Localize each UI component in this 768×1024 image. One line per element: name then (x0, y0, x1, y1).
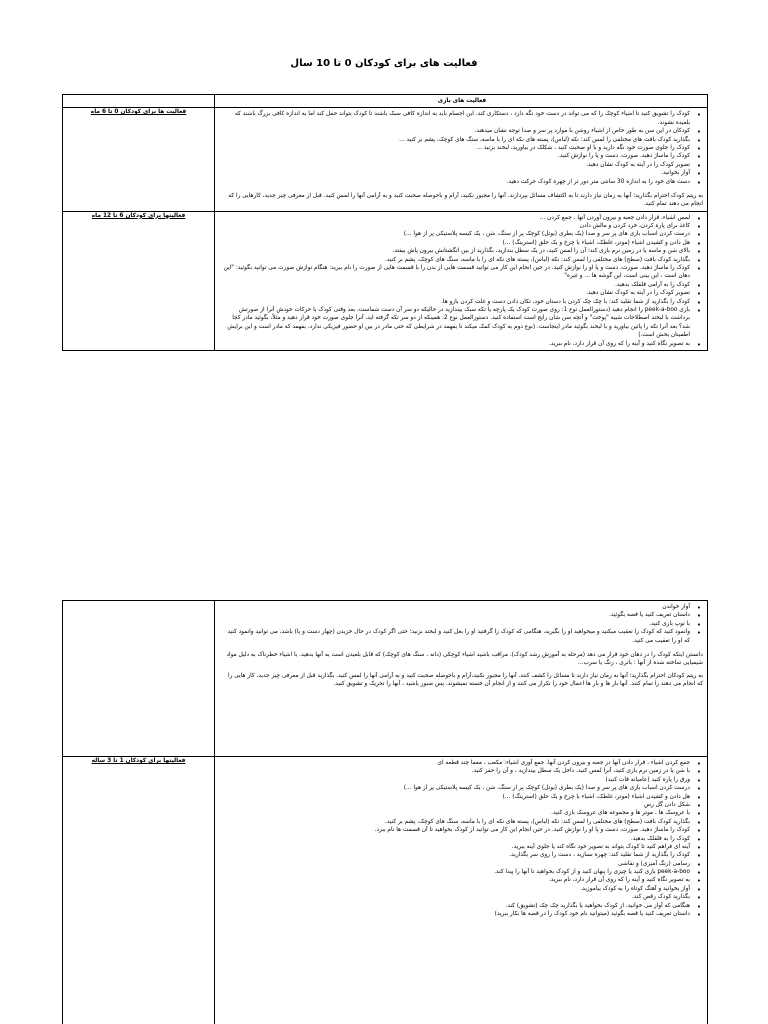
list-item: • به تصویر نگاه کنید و آینه را که روی آن قرار دارد، نام ببرید. (221, 340, 703, 348)
list-item: • هل دادن و کشیدن اشیاء (موتر، غلطک، اشیاء با چرخ و یک حلق (استرینگ) ...) (221, 793, 703, 801)
table-row (63, 108, 708, 211)
list-item: • peek-a-boo بازی کنید یا چیزی را پنهان کنید و از کودک بخواهید تا آنها را پیدا کند. (221, 868, 703, 876)
list-item: • بگذارید کودک رقص کند. (221, 893, 703, 901)
list-item: • با توپ بازی کنید. (221, 620, 703, 628)
list-item: • با عروسک ها ، موتر ها و مجموعه های عروسک بازی کنید. (221, 809, 703, 817)
list-item: • رسامی (رنگ آمیزی) و نقاشی (221, 860, 703, 868)
activities-cell (215, 108, 708, 211)
activities-cell (215, 211, 708, 350)
age-label: فعالیتها برای کودکان 6 تا 12 ماه (63, 211, 215, 350)
note-paragraph: به ریتم کودکان احترام بگذارید؛ آنها به زمان نیاز دارند تا مسائل را کشف کنند. آنها را مجبور نکنید،آرام و باحوصله صحبت کنید و به آرامی آنها را لمس کنید. بگذارید قبل از معرفی چیز جدید، کار هایی را که انجام می دهند را تمام کنند. آنها بار ها و بار ها اعمال خود را تکرار می کنند و از انجام آن خسته نمیشوند، پس صبور باشید ، آنها را تحریک و تشویق کنید. (227, 672, 703, 688)
list-item: • آینه ای فراهم کنید تا کودک بتواند به تصویر خود نگاه کند یا جلوی آینه ببرید. (221, 843, 703, 851)
list-item: • کودک را به قلقلک بدهید. (221, 835, 703, 843)
table-header-row (63, 95, 708, 108)
list-item: • کاغذ برای پاره کردن، خرد کردن و مالش دادن (221, 222, 703, 230)
list-item: • بگذارید کودک بافت (سطح) های مختلفی را لمس کند: نکه (لباس)، پسته های نکه ای را با ماسه، سنگ های کوچک، پشم بر کنید. (221, 818, 703, 826)
list-item: • کودک را بگذارید از شما تقلید کند: چهره بسازید ، دست را روی سر بگذارید. (221, 851, 703, 859)
list-item: • کودک را ماساژ دهید. صورت، دست و پا او را نوازش کنید. در حین انجام این کار می توانید قسمت هایی از بدن را با قسمت هایی از صورت را نام ببرید: هنگام نوازش صورت می توانید بگوئید: "این دهان است ، این بینی است، این گوشه ها ... و غیره" (221, 264, 703, 281)
activities-table-2 (62, 600, 708, 1024)
list-item: • دست های خود را به اندازه 30 سانتی متر دور تر از چهره کودک حرکت دهید. (221, 178, 703, 186)
list-item: • شکل دادن گل رس (221, 801, 703, 809)
activity-list (221, 214, 703, 348)
list-item: • به تصویر نگاه کنید و آینه را که روی آن قرار دارد، نام ببرید. (221, 876, 703, 884)
list-item: • هل دادن و کشیدن اشیاء (موتر، غلطک، اشیاء با چرخ و یک حلق (استرینگ) ...) (221, 239, 703, 247)
list-item: • کودک را ماساژ دهید. صورت، دست و پا او را نوازش کنید. در حین انجام این کار می توانید از کودک بخواهید تا آن قسمت ها نام ببرد. (221, 826, 703, 834)
header-empty-cell (63, 95, 215, 108)
list-item: • درست کردن اسباب بازی های پر سر و صدا (یک بطری (بوتل) کوچک پر از سنگ، شن ، یک کیسه پلاستیکی پر از هوا ...) (221, 784, 703, 792)
list-item: • بازی peek-a-boo را انجام دهید (دستورالعمل نوع 1: روی صورت کودک یک پارچه یا تکه سبک بیندازید در حالیکه دو سر آن دست شماست، بعد وقتی کودک با حرکات خودش آنرا از صورتش برداشت با لبخند اصطلاحات شبیه "پوخت" و آنچه سن شان رایج است استفاده کنید. دستورالعمل نوع 2: همینکه از دو سر تکه گرفته اید، آنرا جلوی صورت خود قرار دهید و مثلاً، بگوئید مادر کجا شد؟ بعد آنرا تکه را پائین بیاورید و با لبخند بگوئید مادر اینجاست. (نوع دوم به کودک کمک میکند تا بفهمد در شرایطی که حتی مادر در بین او حضور فیزیکی ندارد، بفهمد که مادر است و این برایش اطمینان بخش است.) (221, 306, 703, 340)
age-label: فعالیتها برای کودکان 1 تا 3 ساله (63, 757, 215, 1024)
activities-cell (215, 601, 708, 757)
list-item: • آواز بخوانید. (221, 169, 703, 177)
note-paragraph: به ریتم کودک احترام بگذارید؛ آنها به زمان نیاز دارند تا به اکتشاف مسائل بپردازند. آنها را مجبور نکنید، آرام و باحوصله صحبت کنید و به آرامی آنها را لمس کنید. قبل از معرفی چیز جدید، کارهایی را که انجام می دهند تمام کنید. (228, 192, 703, 208)
activity-list (221, 110, 703, 186)
table-row (63, 211, 708, 350)
list-item: • کودک را ماساژ دهید. صورت، دست و پا را نوازش کنید. (221, 152, 703, 160)
list-item: • درست کردن اسباب بازی های پر سر و صدا (یک بطری (بوتل) کوچک پر از سنگ، شن ، یک کیسه پلاستیکی پر از هوا ...) (221, 230, 703, 238)
list-item: • کودک را جلوی صورت خود نگه دارید و با او صحبت کنید ، شکلک در بیاورید، لبخند بزنید ... (221, 144, 703, 152)
note-block (221, 192, 703, 209)
activities-table-1 (62, 94, 708, 351)
page-title: فعالیت های برای کودکان 0 تا 10 سال (290, 58, 478, 69)
list-item: • جمع کردن اشیاء ، قرار دادن آنها در جعبه و بیرون کردن آنها. جمع آوری اشیاء: مکعب ، معما چند قطعه ای (221, 759, 703, 767)
activity-list (221, 603, 703, 645)
list-item: • کودکان در این سن به طور خاص از اشیاء روشن با موارد پر سر و صدا توجه نشان میدهند. (221, 127, 703, 135)
list-item: • ورق را پاره کنید (عامیانه قات کنید) (221, 776, 703, 784)
list-item: • داستان تعریف کنید یا قصه بگوئید. (221, 611, 703, 619)
activities-cell (215, 757, 708, 1024)
list-item: • کودک را تشویق کنید تا اشیاء کوچک را که می تواند در دست خود نگه دارد ، دستکاری کند. این اجسام باید به اندازه کافی سبک باشند تا کودک بتواند حمل کند اما به اندازه کافی بزرگ باشند که بلعیده نشوند. (221, 110, 703, 127)
note-block (221, 651, 703, 689)
table-row (63, 601, 708, 757)
list-item: • آواز خواندن (221, 603, 703, 611)
list-item: • تصویر کودک را در آینه به کودک نشان دهید. (221, 161, 703, 169)
list-item: • بگذارید کودک بافت (سطح) های مختلفی را لمس کند: نکه (لباس)، پسته های نکه ای را با ماسه، سنگ های کوچک، پشم بر کنید. (221, 256, 703, 264)
list-item: • هنگامی که آواز می خوانید، از کودک بخواهید یا بگذارید چک چک (تشویق) کند. (221, 902, 703, 910)
list-item: • کودک را بگذارید از شما تقلید کند: با چک چک کردن با دستان خود، تکان دادن دست و غلت کردن بازو ها. (221, 298, 703, 306)
note-paragraph: دانستن اینکه کودک را در دهان خود قرار می دهد (مرحله به آموزش رشد کودک). مراقب باشید اشیاء کوچکی (دانه ، سنگ های کوچک) که قابل بلعیدن است به آنها بدهید. با اشیاء خطرناک به دلیل مواد شیمیایی ساخته شده از آنها : باتری ، رنگ یا سرب... (226, 651, 703, 667)
table-row (63, 757, 708, 1024)
list-item: • بگذارید کودک بافت های مختلفی را لمس کند: نکه (لباس)، پسته های نکه ای را با ماسه، سنگ های کوچک، پشم بر کنید ... (221, 136, 703, 144)
list-item: • بالای شن و ماسه یا در زمین نرم بازی کند؛ آن را لمس کنید، در یک سطل بندازید، بگذارید از بین انگشتانش بیرون پاش بیفتد. (221, 247, 703, 255)
list-item: • لمس اشیاء، قرار دادن جعبه و بیرون آوردن آنها ، جمع کردن ... (221, 214, 703, 222)
list-item: • تصویر کودک را در آینه به کودک نشان دهید. (221, 289, 703, 297)
list-item: • آواز بخوانید و آهنگ کوتاه را به کودک بیاموزید. (221, 885, 703, 893)
age-label (63, 601, 215, 757)
header-cell: فعالیت های بازی (215, 95, 708, 108)
age-label: فعالیت ها برای کودکان 0 تا 6 ماه (63, 108, 215, 211)
list-item: • کودک را به آرامی قلقلک بدهید. (221, 281, 703, 289)
list-item: • وانمود کنید که کودک را تعقیب میکنید و میخواهید او را بگیرید، هنگامی که کودک را گرفتید او را بغل کنید و لبخند بزنید؛ حتی اگر کودک در حال خزیدن (چهار دست و پا) باشد، می توانید وانمود کنید که او را تعقیب می کنید. (221, 628, 703, 645)
activity-list (221, 759, 703, 918)
list-item: • داستان تعریف کنید یا قصه بگوئید (میتوانید نام خود کودک را در قصه ها بکار ببرید) (221, 910, 703, 918)
list-item: • با شن یا در زمین نرم بازی کنید، آنرا لمس کنید، داخل یک سطل بیندازید ، و آن را حفر کنید. (221, 767, 703, 775)
